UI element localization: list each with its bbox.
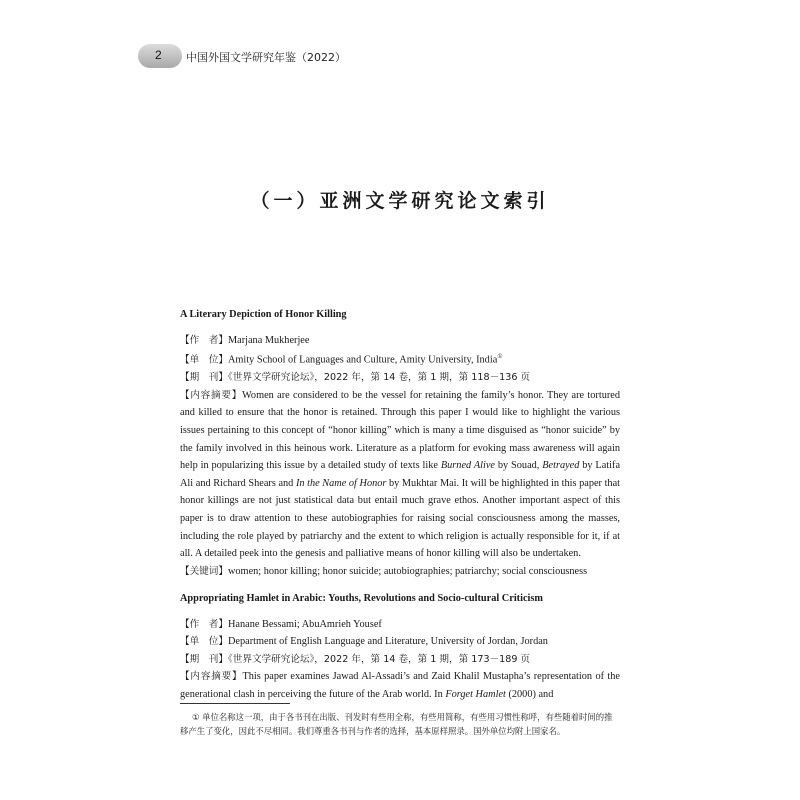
author-value: Marjana Mukherjee (227, 334, 310, 346)
abstract-text: by Mukhtar Mai. It will be highlighted in this paper that honor killings are not just statistical data but entail much grave ethos. Another important aspect of this paper is to draw attention to these autobiographies for raising social consciousness among the masses, including the role played by patriarchy and the extent to which religion is actually responsible for it, if at all. A detailed peek into the genesis and palliative means of honor killing will also be undertaken. (180, 477, 621, 560)
author-line (180, 616, 620, 634)
journal-line (180, 369, 620, 387)
author-label: 【作 者】 (180, 334, 228, 346)
keywords-label: 【关键词】 (180, 565, 228, 577)
play-title: Forget Hamlet (445, 688, 506, 700)
article-2 (180, 590, 620, 704)
journal-value: 《世界文学研究论坛》，2022 年，第 14 卷，第 1 期，第 118－136 页 (227, 372, 531, 384)
journal-value: 《世界文学研究论坛》，2022 年，第 14 卷，第 1 期，第 173－189 页 (227, 653, 531, 665)
unit-line (180, 349, 620, 369)
abstract-label: 【内容摘要】 (180, 389, 243, 401)
abstract-text: by Souad, (495, 460, 543, 472)
running-header-title: 中国外国文学研究年鉴（2022） (186, 51, 346, 64)
keywords-value: women; honor killing; honor suicide; autobiographies; patriarchy; social consciousness (227, 565, 588, 577)
unit-value: Department of English Language and Literature, University of Jordan, Jordan (227, 636, 548, 648)
footnote-marker: ① (497, 354, 503, 361)
author-line (180, 332, 620, 350)
book-title: In the Name of Honor (295, 477, 387, 489)
journal-label: 【期 刊】 (180, 372, 228, 384)
page-number: 2 (155, 48, 162, 62)
abstract (180, 387, 620, 563)
unit-label: 【单 位】 (180, 354, 228, 366)
unit-line (180, 633, 620, 651)
running-header (138, 44, 398, 68)
footnote-rule (180, 703, 290, 704)
book-title: Betrayed (542, 460, 580, 472)
abstract-text: This paper examines Jawad Al-Assadi’s and Zaid Khalil Mustapha’s representation of the generational clash in perceiving the future of the Arab world. In (180, 671, 621, 700)
footnote: ① 单位名称这一项，由于各书刊在出版、刊发时有些用全称，有些用简称，有些用习惯性称呼，有些随着时间的推移产生了变化，因此不尽相同。我们尊重各书刊与作者的选择，基本原样照录。国外单位均附上国家名。 (180, 712, 613, 736)
author-value: Hanane Bessami; AbuAmrieh Yousef (227, 618, 382, 630)
journal-label: 【期 刊】 (180, 653, 228, 665)
page-number-badge (138, 44, 182, 68)
keywords-line (180, 563, 620, 581)
author-label: 【作 者】 (180, 618, 228, 630)
journal-line (180, 651, 620, 669)
section-title: （一）亚洲文学研究论文索引 (250, 190, 550, 212)
abstract-text: Women are considered to be the vessel for retaining the family’s honor. They are tortured and killed to ensure that the honor is retained. Through this paper I would like to highlight the various issues pertaining to this concept of “honor killing” which is many a time disguised as “honor suicide” by the family involved in this heinous work. Literature as a platform for evoking mass awareness will again help in popularizing this issue by a detailed study of texts like (180, 389, 620, 472)
unit-value: Amity School of Languages and Culture, Amity University, India (227, 354, 498, 366)
abstract (180, 668, 620, 703)
article-title: Appropriating Hamlet in Arabic: Youths, Revolutions and Socio-cultural Criticism (180, 593, 543, 604)
abstract-label: 【内容摘要】 (180, 671, 243, 683)
abstract-text: by Latifa Ali and Richard Shears and (180, 460, 621, 489)
article-1 (180, 306, 620, 580)
article-title: A Literary Depiction of Honor Killing (180, 309, 347, 320)
book-title: Burned Alive (440, 460, 496, 472)
abstract-text: (2000) and (505, 688, 554, 700)
unit-label: 【单 位】 (180, 636, 228, 648)
